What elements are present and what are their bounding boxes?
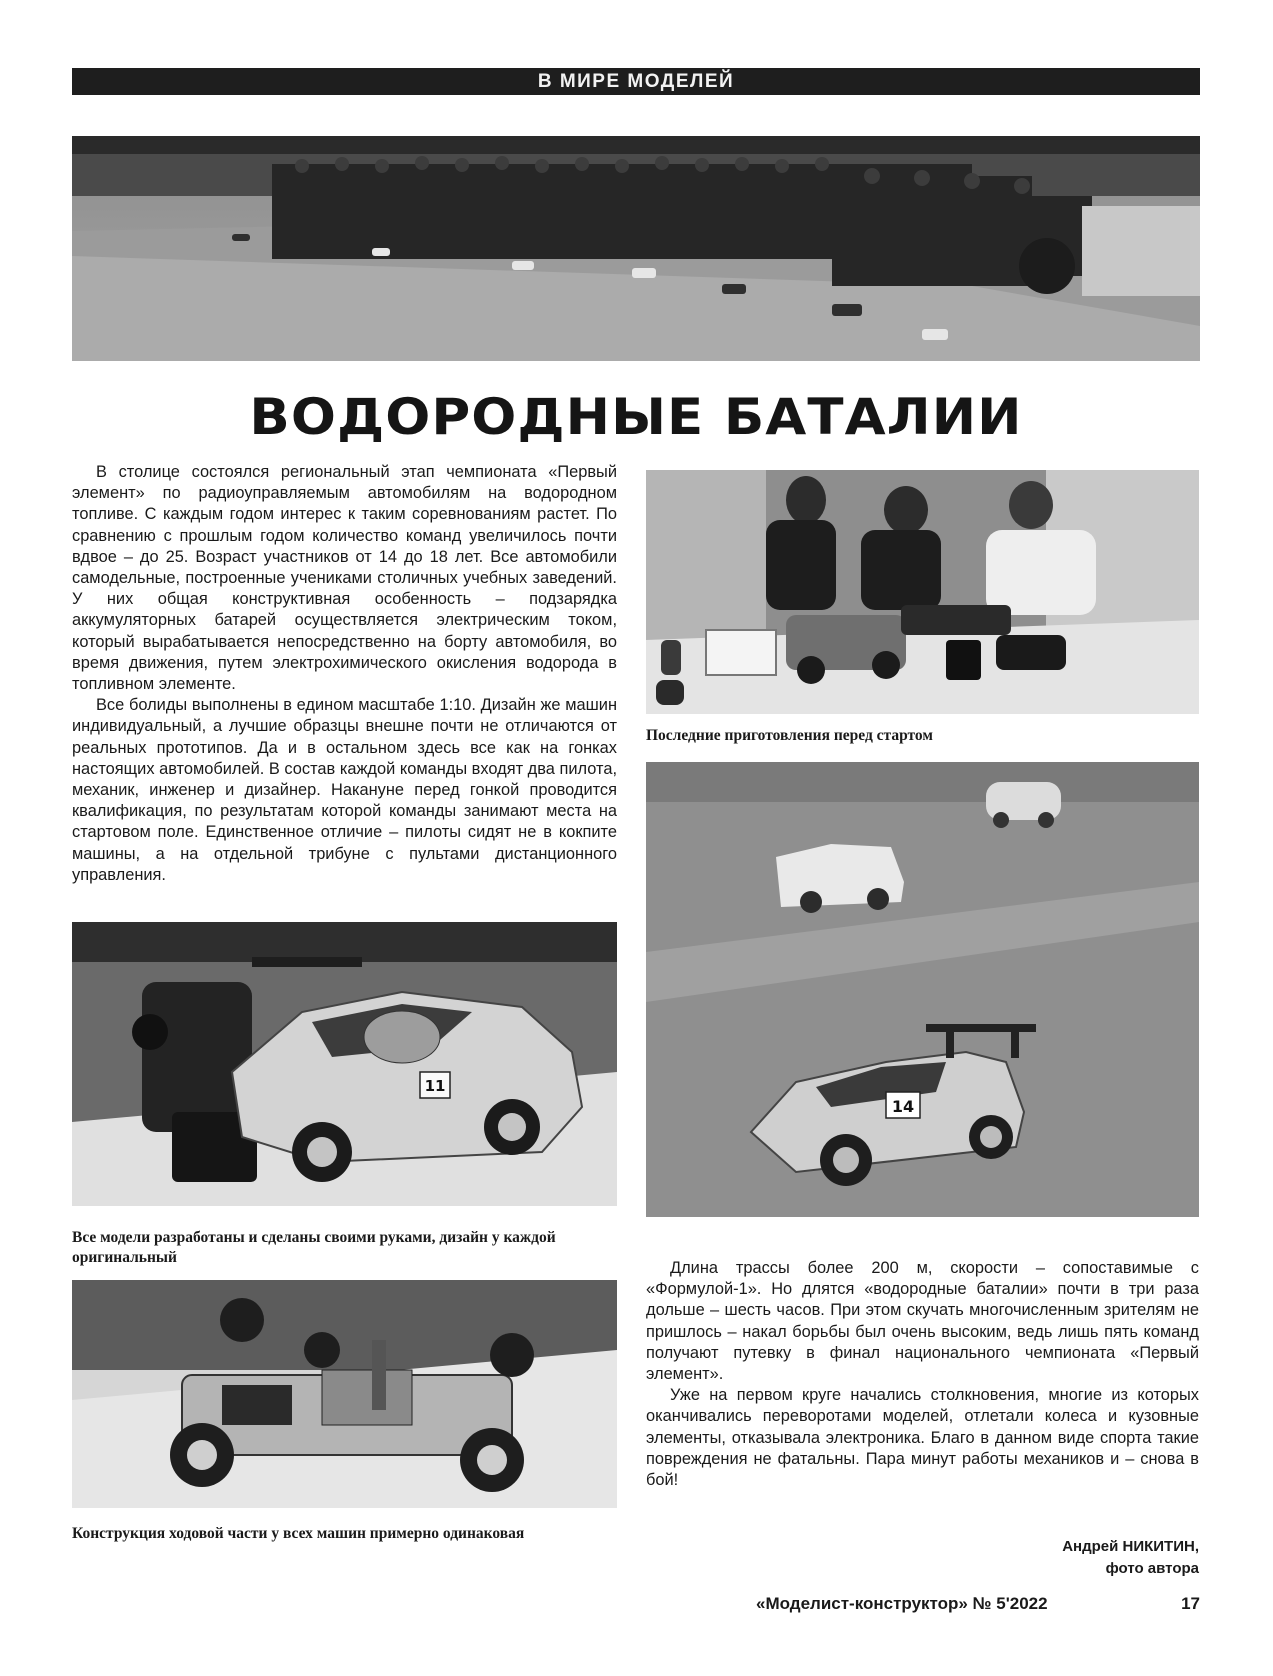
background-car-white: [776, 844, 904, 913]
car-number-label: 11: [424, 1077, 446, 1095]
caption-preparation: Последние приготовления перед стартом: [646, 727, 933, 744]
article-headline: ВОДОРОДНЫЕ БАТАЛИИ: [249, 388, 1023, 446]
photo-cars-on-track: [646, 762, 1199, 1217]
paragraph: Длина трассы более 200 м, скорости – сопоставимые с «Формулой-1». Но длятся «водородные баталии» почти в три раза дольше – шесть часов. При этом скучать многочисленным зрителям не пришлось – накал борьбы был очень высоким, ведь лишь пять команд получают путевку в финал национального чемпионата «Первый элемент».: [646, 1259, 1199, 1384]
photo-chassis: [72, 1280, 617, 1508]
paragraph: Уже на первом круге начались столкновения, многие из которых оканчивались переворотами моделей, отлетали колеса и кузовные элементы, отказывала электроника. Благо в данном виде спорта такие повреждения не фатальны. Пара минут работы механиков и – снова в бой!: [646, 1386, 1199, 1490]
crowd-photo-graphic: [72, 136, 1200, 361]
chassis-photo-graphic: [72, 1280, 617, 1508]
team-photo-graphic: [646, 470, 1199, 714]
section-header: [72, 68, 1200, 95]
magazine-footer: «Моделист-конструктор» № 5'2022: [756, 1594, 1048, 1613]
section-title: В МИРЕ МОДЕЛЕЙ: [537, 71, 735, 92]
caption-chassis: Конструкция ходовой части у всех машин примерно одинаковая: [72, 1525, 525, 1542]
car-number-label: 14: [891, 1097, 915, 1116]
photo-credit: фото автора: [1105, 1560, 1199, 1577]
paragraph: Все болиды выполнены в едином масштабе 1:10. Дизайн же машин индивидуальный, а лучшие образцы внешне почти не отличаются от реальных прототипов. Да и в остальном здесь все как на гонках настоящих автомобилей. В состав каждой команды входят два пилота, механик, инженер и дизайнер. Накануне перед гонкой проводится квалификация, по результатам которой команды занимают места на стартовом поле. Единственное отличие – пилоты сидят не в кокпите машины, а на отдельной трибуне с пультами дистанционного управления.: [72, 696, 617, 884]
photo-team-preparation: [646, 470, 1199, 714]
article-text-left: [72, 462, 617, 886]
track-photo-graphic: [646, 762, 1199, 1217]
car-photo-graphic: [72, 922, 617, 1206]
article-text-right: [646, 1258, 1199, 1491]
byline: [946, 1536, 1199, 1580]
caption-handmade: Все модели разработаны и сделаны своими руками, дизайн у каждой оригинальный: [72, 1229, 556, 1266]
author-name: Андрей НИКИТИН,: [1062, 1538, 1199, 1555]
paragraph: В столице состоялся региональный этап чемпионата «Первый элемент» по радиоуправляемым автомобилям на водородном топливе. С каждым годом интерес к таким соревнованиям растет. По сравнению с прошлым годом количество команд увеличилось почти вдвое – до 25. Возраст участников от 14 до 18 лет. Все автомобили самодельные, построенные учениками столичных учебных заведений. У них общая конструктивная особенность – подзарядка аккумуляторных батарей осуществляется электрическим током, который вырабатывается непосредственно на борту автомобиля, во время движения, путем электрохимического окисления водорода в топливном элементе.: [72, 463, 617, 694]
photo-car-with-transmitter: [72, 922, 617, 1206]
photo-race-track-crowd: [72, 136, 1200, 361]
page-number: 17: [1181, 1594, 1200, 1613]
